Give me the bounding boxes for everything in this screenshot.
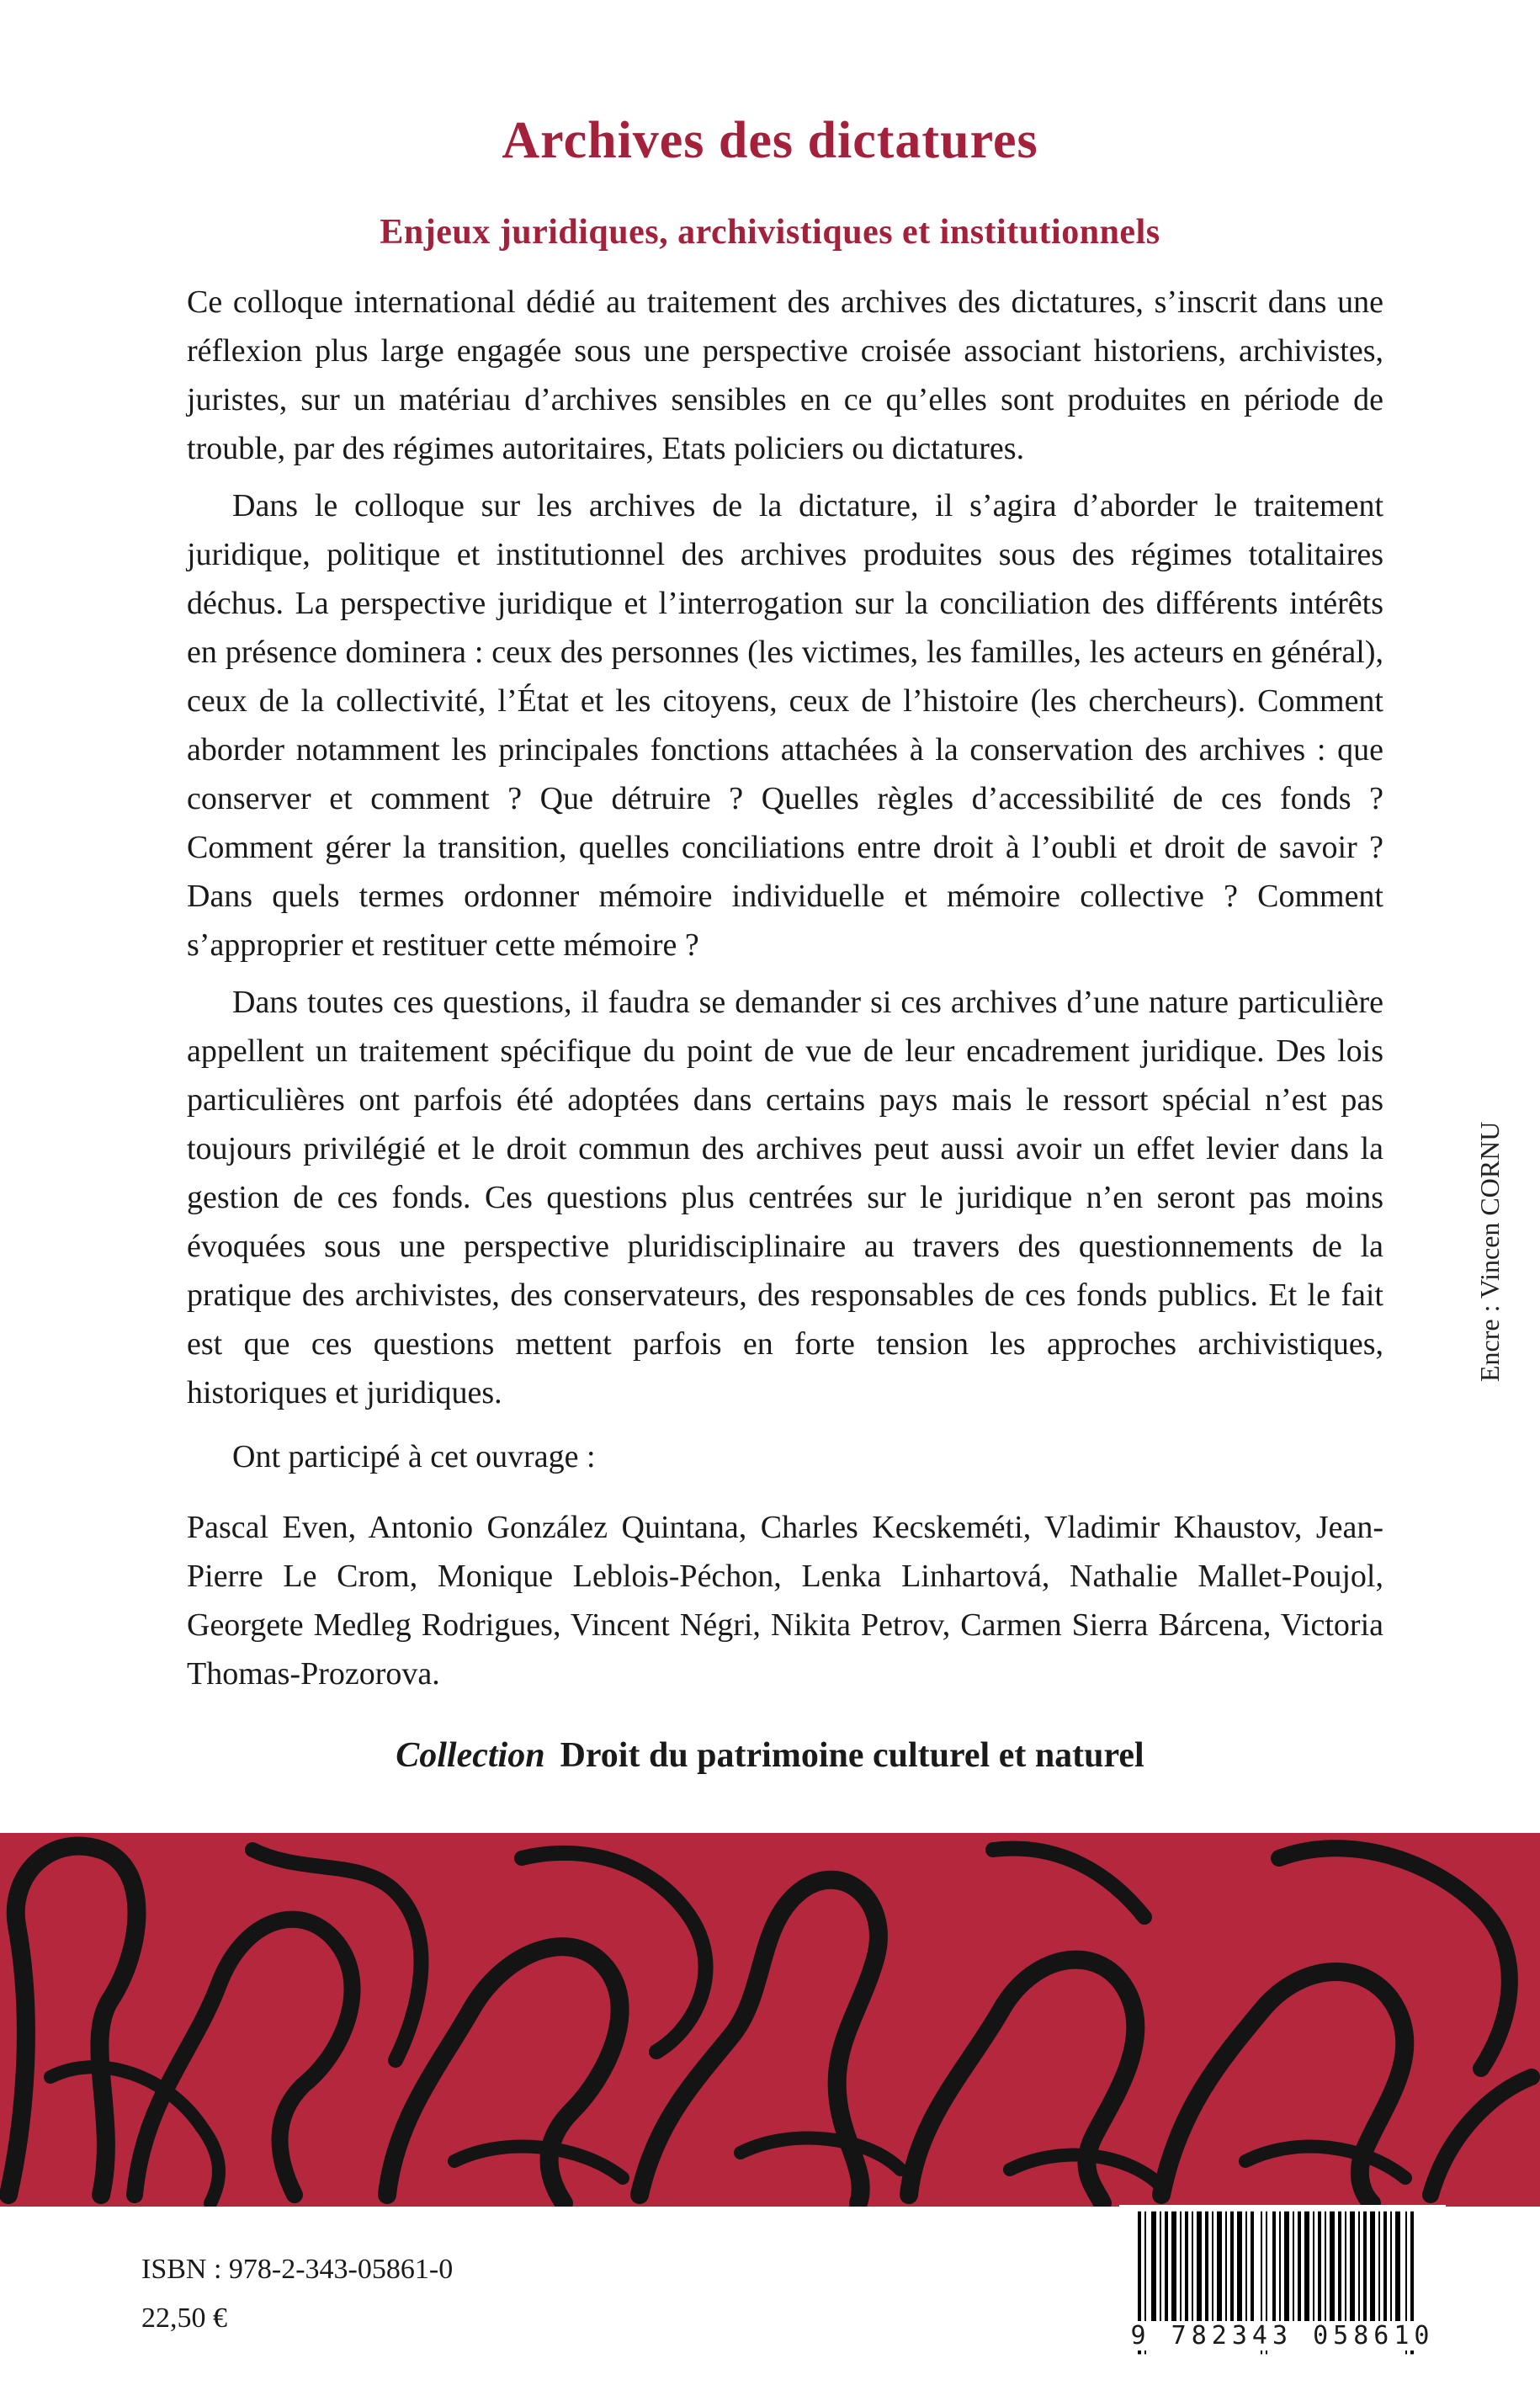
collection-label: Collection (396, 1736, 545, 1775)
barcode-digits: 9 782343 058610 (1119, 2321, 1446, 2350)
paragraph-questions: Dans toutes ces questions, il faudra se demander si ces archives d’une nature particulière appellent un traitement spécifique du point de vue de leur encadrement juridique. Des lois particulières ont parfois été adoptées dans certains pays mais le ressort spécial n’est pas toujours privilégié et le droit commun des archives peut aussi avoir un effet levier dans la gestion de ces fonds. Ces questions plus centrées sur le juridique n’en seront pas moins évoquées sous une perspective pluridisciplinaire au travers des questionnements de la pratique des archivistes, des conservateurs, des responsables de ces fonds publics. Et le fait est que ces questions mettent parfois en forte tension les approches archivistiques, historiques et juridiques. (187, 985, 1383, 1410)
cover-illustration (0, 1799, 1540, 2207)
book-title: Archives des dictatures (502, 112, 1038, 169)
contributors-list: Pascal Even, Antonio González Quintana, Charles Kecskeméti, Vladimir Khaustov, Jean-Pierre Le Crom, Monique Leblois-Péchon, Lenka Linhartová, Nathalie Mallet-Poujol, Georgete Medleg Rodrigues, Vincent Négri, Nikita Petrov, Carmen Sierra Bárcena, Victoria Thomas-Prozorova. (187, 1510, 1383, 1692)
paragraph-colloquium: Dans le colloque sur les archives de la dictature, il s’agira d’aborder le traitement juridique, politique et institutionnel des archives produites sous des régimes totalitaires déchus. La perspective juridique et l’interrogation sur la conciliation des différents intérêts en présence dominera : ceux des personnes (les victimes, les familles, les acteurs en général), ceux de la collectivité, l’État et les citoyens, ceux de l’histoire (les chercheurs). Comment aborder notamment les principales fonctions attachées à la conservation des archives : que conserver et comment ? Que détruire ? Quelles règles d’accessibilité de ces fonds ? Comment gérer la transition, quelles conciliations entre droit à l’oubli et droit de savoir ? Dans quels termes ordonner mémoire individuelle et mémoire collective ? Comment s’approprier et restituer cette mémoire ? (187, 488, 1383, 963)
isbn: ISBN : 978-2-343-05861-0 (141, 2254, 454, 2285)
price: 22,50 € (141, 2303, 227, 2334)
contributors-heading: Ont participé à cet ouvrage : (232, 1439, 596, 1474)
back-cover-text (187, 278, 1383, 1707)
collection-line (0, 1735, 1540, 1776)
collection-name: Droit du patrimoine culturel et naturel (560, 1736, 1144, 1775)
paragraph-intro: Ce colloque international dédié au traitement des archives des dictatures, s’inscrit dans une réflexion plus large engagée sous une perspective croisée associant historiens, archivistes, juristes, sur un matériau d’archives sensibles en ce qu’elles sont produites en période de trouble, par des régimes autoritaires, Etats policiers ou dictatures. (187, 284, 1383, 466)
book-subtitle: Enjeux juridiques, archivistiques et institutionnels (380, 213, 1160, 252)
illustration-credit: Encre : Vincen CORNU (1474, 1121, 1505, 1382)
